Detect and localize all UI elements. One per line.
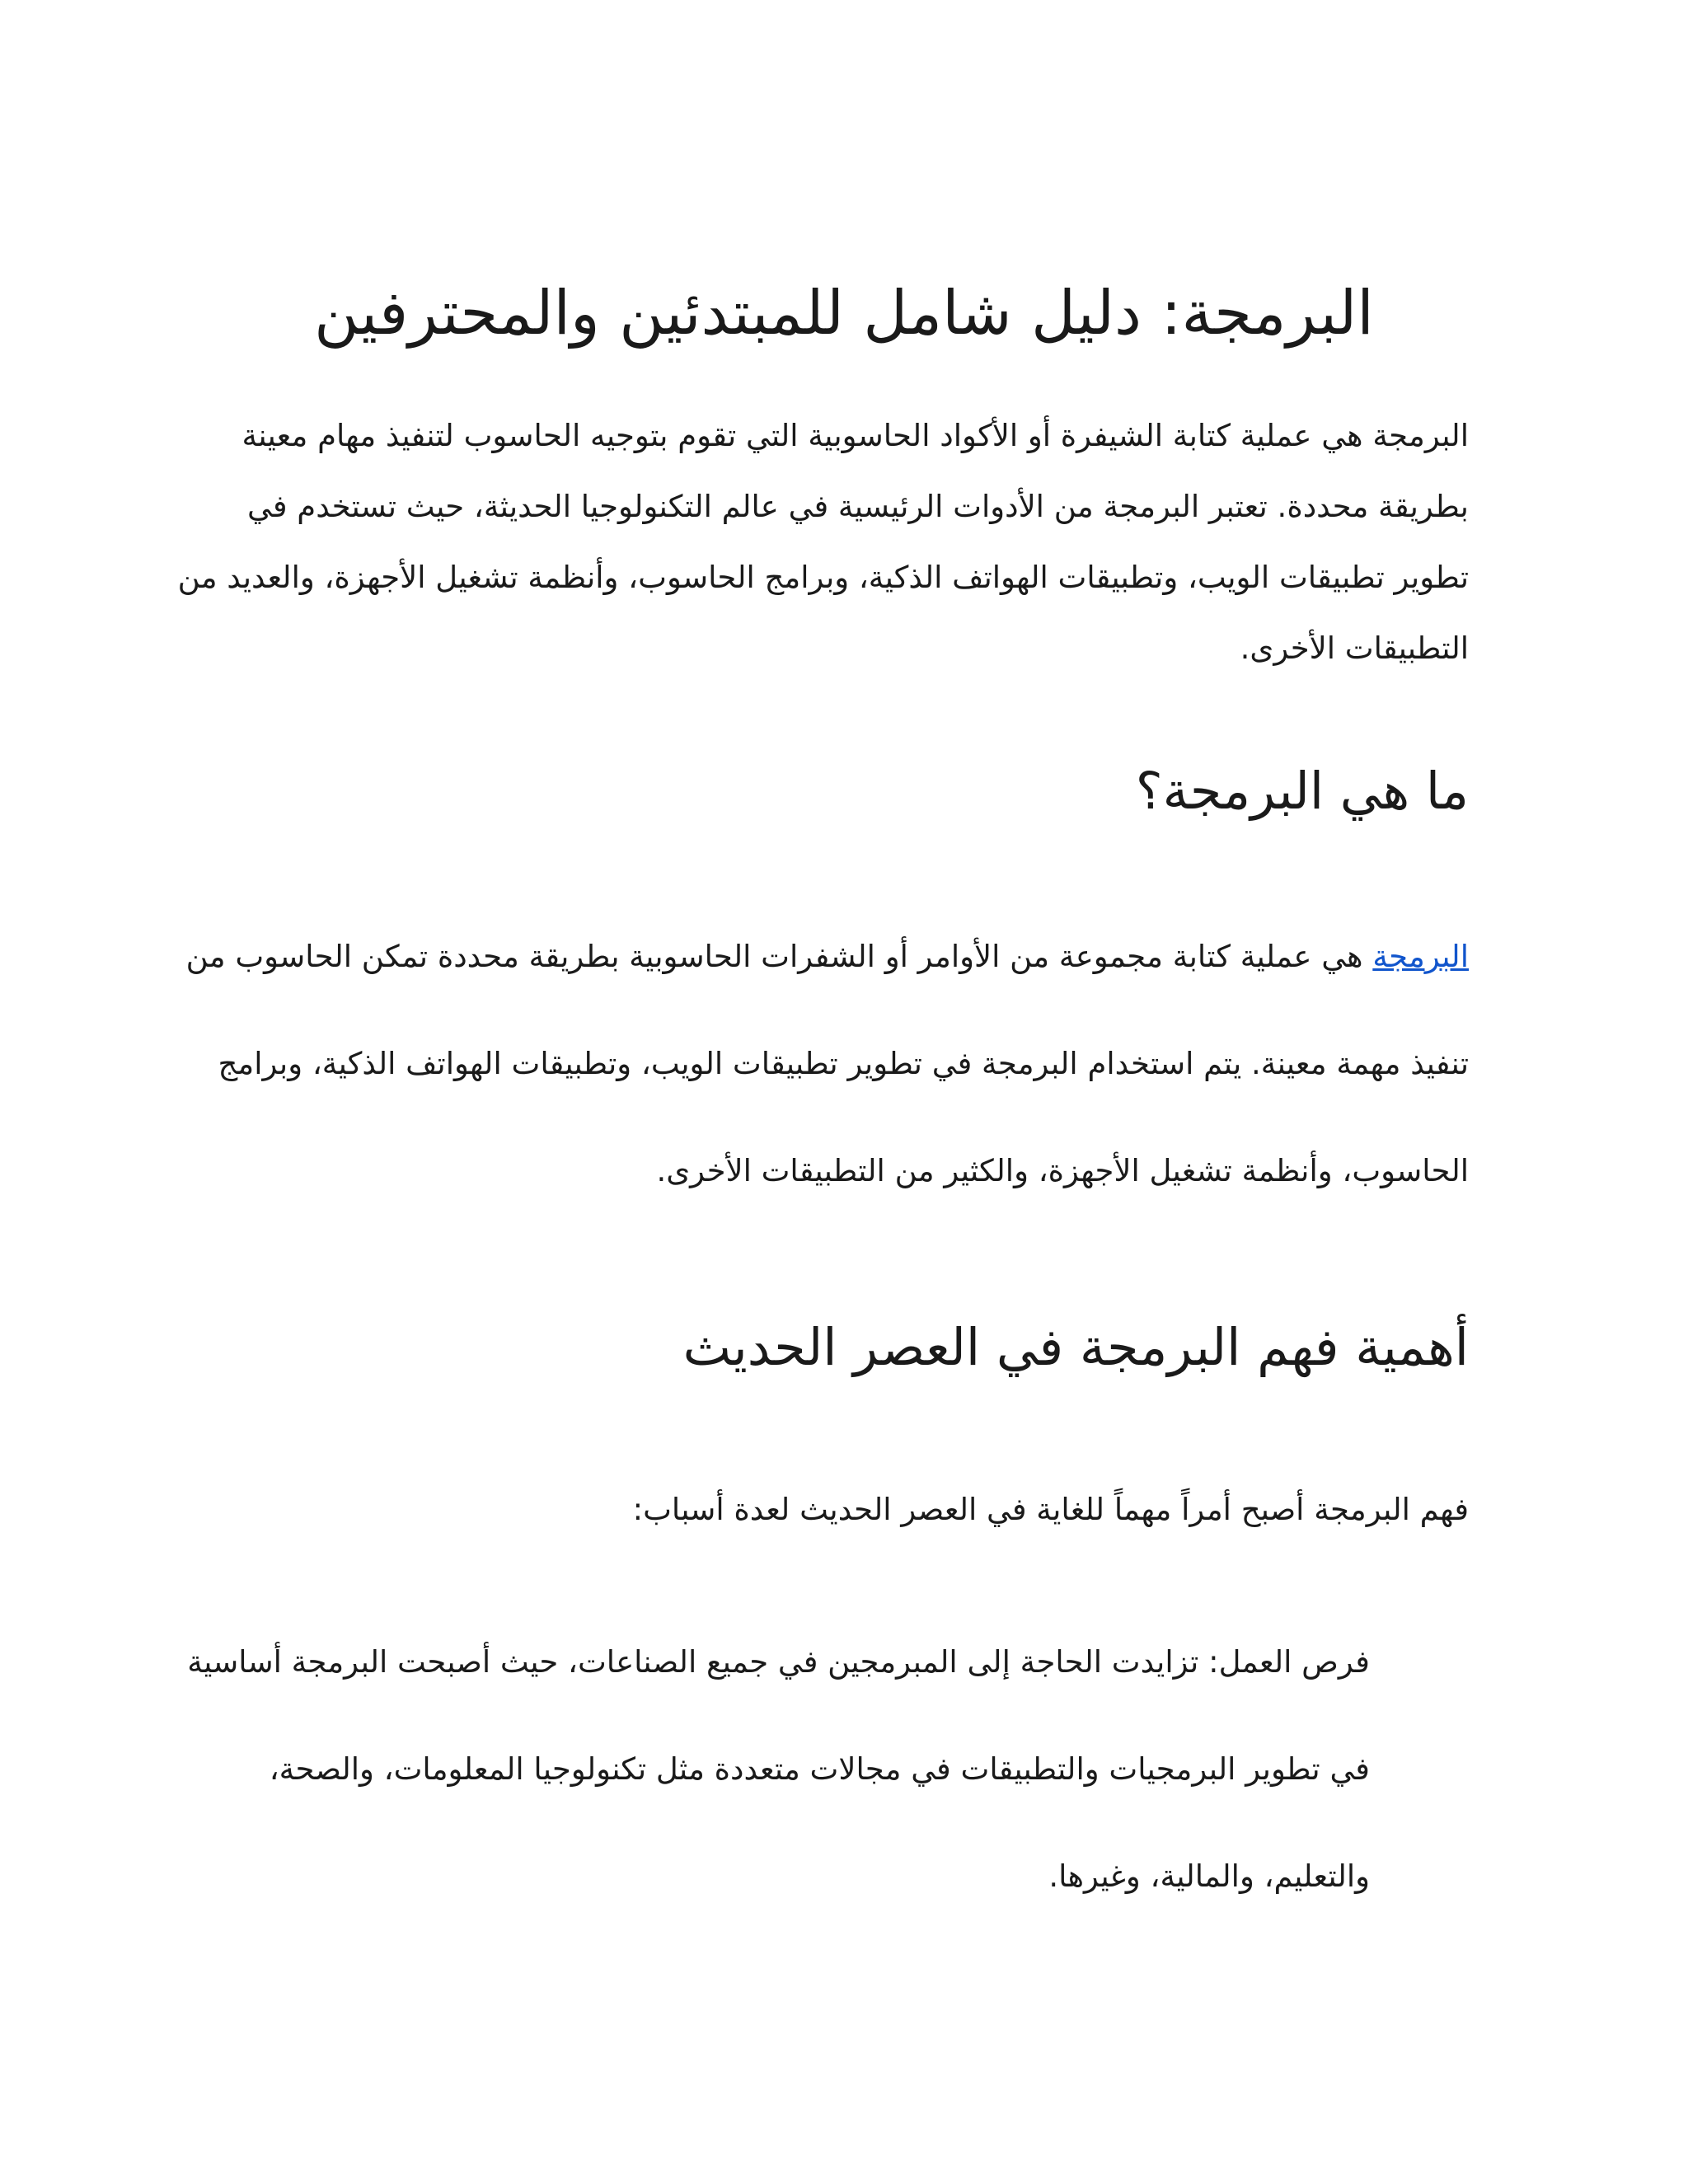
section-heading-importance: أهمية فهم البرمجة في العصر الحديث — [682, 1317, 1469, 1377]
list-item: فرص العمل: تزايدت الحاجة إلى المبرمجين في جميع الصناعات، حيث أصبحت البرمجة أساسية في تطوير البرمجيات والتطبيقات في مجالات متعددة مثل تكنولوجيا المعلومات، والصحة، والتعليم، والمالية، وغيرها. — [187, 1644, 1370, 1894]
intro-paragraph: البرمجة هي عملية كتابة الشيفرة أو الأكواد الحاسوبية التي تقوم بتوجيه الحاسوب لتنفيذ مهام معينة بطريقة محددة. تعتبر البرمجة من الأدوات الرئيسية في عالم التكنولوجيا الحديثة، حيث تستخدم في تطوير تطبيقات الويب، وتطبيقات الهواتف الذكية، وبرامج الحاسوب، وأنظمة تشغيل الأجهزة، والعديد من التطبيقات الأخرى. — [177, 418, 1469, 666]
what-is-programming-paragraph — [183, 903, 1469, 1225]
document-title: البرمجة: دليل شامل للمبتدئين والمحترفين — [314, 278, 1374, 349]
section-heading-what-is-programming: ما هي البرمجة؟ — [1135, 761, 1469, 821]
programming-link[interactable]: البرمجة — [1372, 939, 1469, 974]
what-is-programming-text: هي عملية كتابة مجموعة من الأوامر أو الشفرات الحاسوبية بطريقة محددة تمكن الحاسوب من تنفيذ مهمة معينة. يتم استخدام البرمجة في تطوير تطبيقات الويب، وتطبيقات الهواتف الذكية، وبرامج الحاسوب، وأنظمة تشغيل الأجهزة، والكثير من التطبيقات الأخرى. — [185, 939, 1469, 1188]
reasons-list — [183, 1609, 1370, 1930]
importance-paragraph: فهم البرمجة أصبح أمراً مهماً للغاية في العصر الحديث لعدة أسباب: — [632, 1492, 1469, 1527]
